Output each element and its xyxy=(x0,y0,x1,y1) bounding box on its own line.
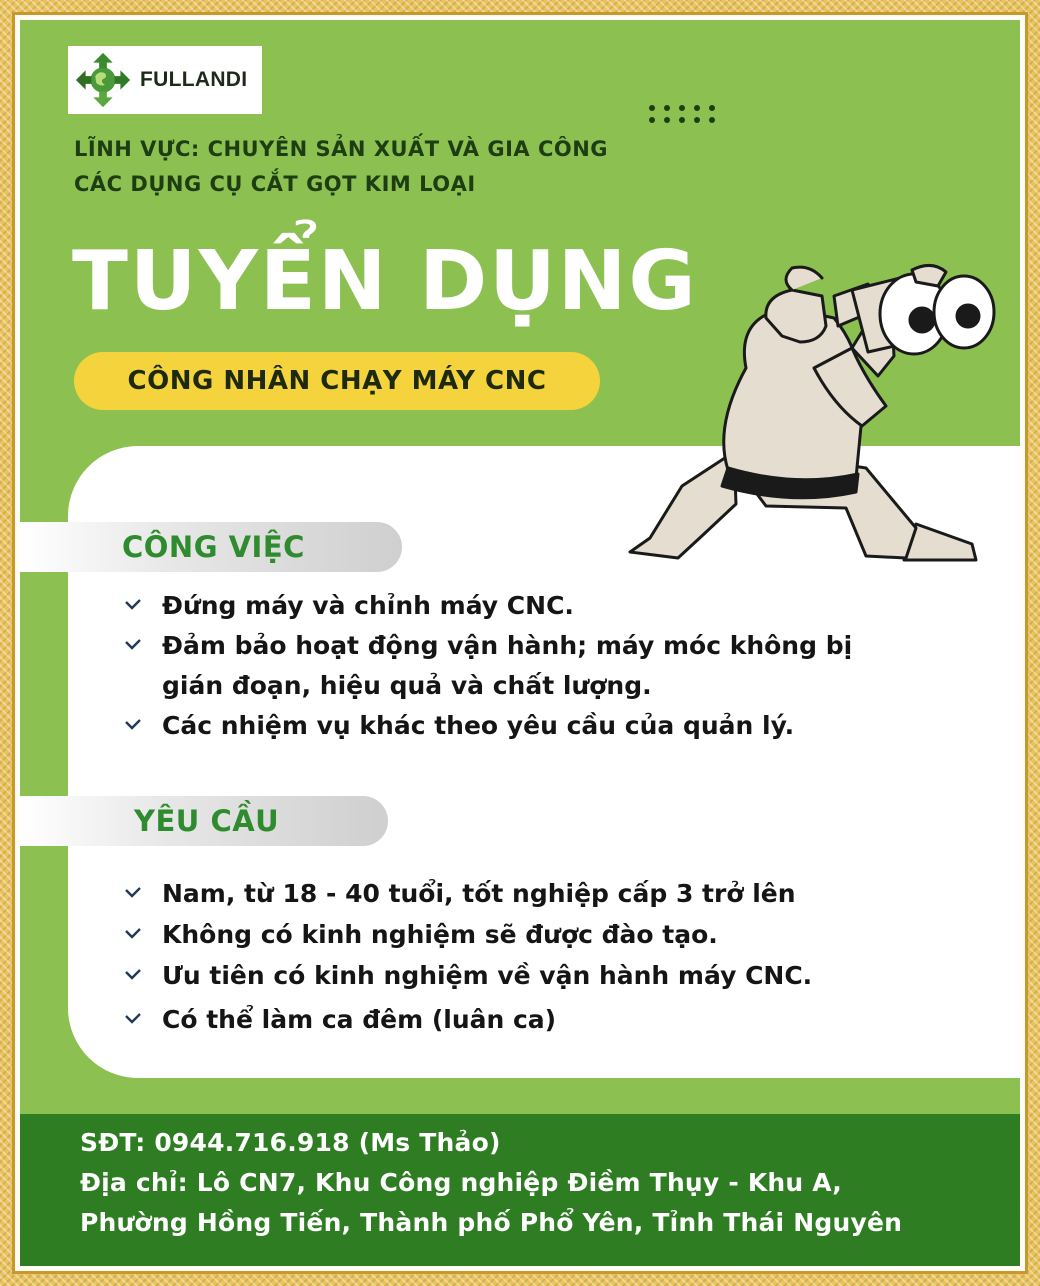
jobs-list xyxy=(120,586,920,746)
headline: TUYỂN DỤNG xyxy=(72,234,698,329)
requirements-title: YÊU CẦU xyxy=(134,804,280,838)
list-item-text: Đứng máy và chỉnh máy CNC. xyxy=(162,591,574,620)
list-item-continuation xyxy=(120,666,920,706)
contact-address-line-2: Phường Hồng Tiến, Thành phố Phổ Yên, Tỉnh Thái Nguyên xyxy=(80,1208,903,1237)
list-item xyxy=(120,956,920,996)
jobs-title: CÔNG VIỆC xyxy=(122,530,305,564)
checkmark-icon xyxy=(124,885,142,899)
list-item-text: gián đoạn, hiệu quả và chất lượng. xyxy=(162,671,652,700)
section-header-jobs xyxy=(20,522,402,572)
list-item-text: Nam, từ 18 - 40 tuổi, tốt nghiệp cấp 3 trở lên xyxy=(162,879,796,908)
list-item-text: Có thể làm ca đêm (luân ca) xyxy=(162,1005,557,1034)
man-with-binoculars-illustration xyxy=(616,256,996,566)
business-field xyxy=(74,132,694,202)
dot-grid-icon xyxy=(648,104,722,124)
checkmark-icon xyxy=(124,637,142,651)
brand-name: FULLANDI xyxy=(140,68,248,91)
list-item-text: Ưu tiên có kinh nghiệm về vận hành máy CNC. xyxy=(162,961,813,990)
list-item-text: Các nhiệm vụ khác theo yêu cầu của quản lý. xyxy=(162,711,795,740)
field-line-1: LĨNH VỰC: CHUYÊN SẢN XUẤT VÀ GIA CÔNG xyxy=(74,137,609,161)
checkmark-icon xyxy=(124,967,142,981)
company-logo xyxy=(68,46,262,114)
section-header-requirements xyxy=(20,796,388,846)
checkmark-icon xyxy=(124,1011,142,1025)
checkmark-icon xyxy=(124,717,142,731)
list-item xyxy=(120,874,920,914)
recycle-globe-logo-icon xyxy=(74,51,132,109)
list-item-text: Đảm bảo hoạt động vận hành; máy móc không bị xyxy=(162,631,853,660)
list-item-text: Không có kinh nghiệm sẽ được đào tạo. xyxy=(162,920,718,949)
field-line-2: CÁC DỤNG CỤ CẮT GỌT KIM LOẠI xyxy=(74,172,476,196)
requirements-list xyxy=(120,874,920,1041)
position-badge: CÔNG NHÂN CHẠY MÁY CNC xyxy=(74,352,600,410)
list-item xyxy=(120,915,920,955)
checkmark-icon xyxy=(124,926,142,940)
list-item xyxy=(120,1000,920,1040)
contact-address-line-1: Địa chỉ: Lô CN7, Khu Công nghiệp Điềm Thụy - Khu A, xyxy=(80,1168,842,1197)
list-item xyxy=(120,706,920,746)
list-item xyxy=(120,626,920,666)
contact-footer xyxy=(20,1114,1020,1266)
list-item xyxy=(120,586,920,626)
checkmark-icon xyxy=(124,597,142,611)
contact-phone: SĐT: 0944.716.918 (Ms Thảo) xyxy=(80,1128,501,1157)
recruitment-poster xyxy=(20,20,1020,1266)
